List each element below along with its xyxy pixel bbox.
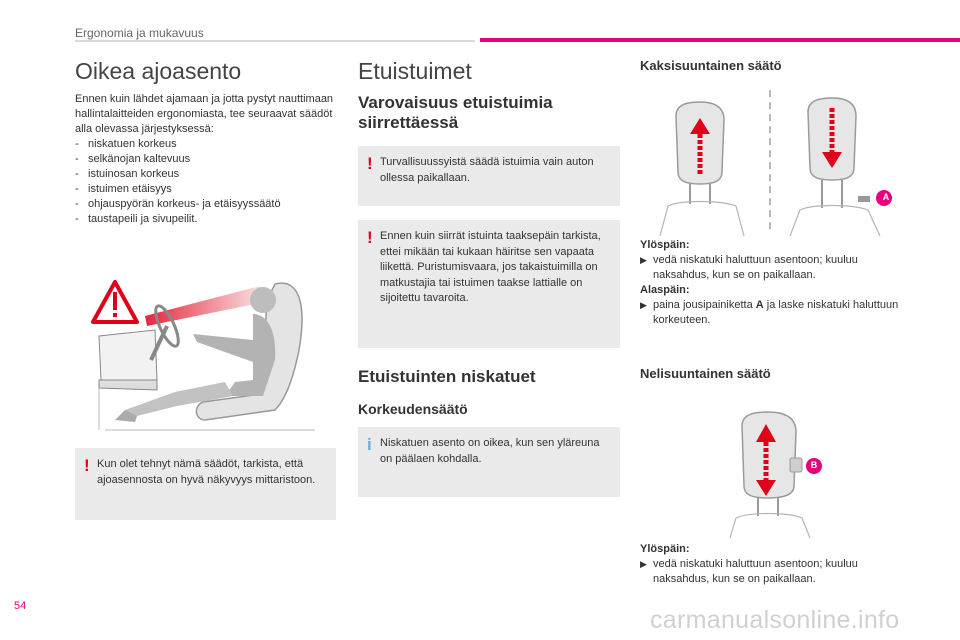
four-way-instructions xyxy=(640,542,910,587)
warning-icon: ! xyxy=(84,456,90,475)
tip-note-text: Kun olet tehnyt nämä säädöt, tarkista, että ajoasennosta on hyvä näkyvyys mittaristoon. xyxy=(97,458,316,486)
warning-triangle-icon xyxy=(93,282,137,322)
warning-note-1-text: Turvallisuussyistä säädä istuimia vain auton ollessa paikallaan. xyxy=(380,156,594,184)
driving-position-illustration xyxy=(85,270,325,440)
down-instruction-post: ja laske niskatuki haluttuun korkeuteen. xyxy=(653,299,899,326)
warning-icon: ! xyxy=(367,154,373,173)
down-label: Alaspäin: xyxy=(640,284,690,296)
warning-icon: ! xyxy=(367,228,373,247)
warning-note-1 xyxy=(358,146,620,206)
adjustment-list xyxy=(75,137,340,227)
two-way-instructions xyxy=(640,238,910,328)
warning-note-2-text: Ennen kuin siirrät istuinta taaksepäin tarkista, ettei mikään tai kukaan häiritse sen vapaata liikettä. Puristumisvaara, jos takaistuimilla on matkustajia tai istuimen taakse lattialle on sijoitettu tavaroita. xyxy=(380,230,601,304)
intro-paragraph: Ennen kuin lähdet ajamaan ja jotta pystyt nauttimaan hallintalaitteiden ergonomiasta, tee seuraavat säädöt alla olevassa järjestyksessä: xyxy=(75,93,334,135)
bullet-arrow-icon: ▶ xyxy=(640,559,647,569)
list-item: - istuinosan korkeus xyxy=(75,167,340,182)
intro-text xyxy=(75,92,340,227)
watermark: carmanualsonline.info xyxy=(650,606,900,634)
up-label-2: Ylöspäin: xyxy=(640,543,690,555)
two-way-headrest-illustration xyxy=(640,86,900,236)
down-instruction-pre: paina jousipainiketta xyxy=(653,299,756,311)
down-instruction xyxy=(640,298,910,328)
page-number: 54 xyxy=(14,600,27,612)
up-label: Ylöspäin: xyxy=(640,239,690,251)
list-item: - selkänojan kaltevuus xyxy=(75,152,340,167)
header-accent-rule xyxy=(480,38,960,42)
list-item: - taustapeili ja sivupeilit. xyxy=(75,212,340,227)
height-adjust-heading: Korkeudensäätö xyxy=(358,401,468,417)
info-note-text: Niskatuen asento on oikea, kun sen yläreuna on päälaen kohdalla. xyxy=(380,437,600,465)
up-instruction-2 xyxy=(640,557,910,587)
bullet-arrow-icon: ▶ xyxy=(640,255,647,265)
caution-heading: Varovaisuus etuistuimia siirrettäessä xyxy=(358,93,553,132)
up-instruction-2-text: vedä niskatuki haluttuun asentoon; kuuluu naksahdus, kun se on paikallaan. xyxy=(653,558,858,585)
info-icon: i xyxy=(367,435,372,454)
two-way-heading: Kaksisuuntainen säätö xyxy=(640,58,782,73)
headrest-heading: Etuistuinten niskatuet xyxy=(358,367,536,386)
header-rule xyxy=(75,40,475,42)
label-b: B xyxy=(810,460,818,470)
section-title: Etuistuimet xyxy=(358,58,472,84)
list-item: - niskatuen korkeus xyxy=(75,137,340,152)
bullet-arrow-icon: ▶ xyxy=(640,300,647,310)
up-instruction-text: vedä niskatuki haluttuun asentoon; kuuluu naksahdus, kun se on paikallaan. xyxy=(653,254,858,281)
list-item: - istuimen etäisyys xyxy=(75,182,340,197)
section-label: Ergonomia ja mukavuus xyxy=(75,26,204,40)
warning-note-2 xyxy=(358,220,620,348)
page-title: Oikea ajoasento xyxy=(75,58,242,84)
list-item: - ohjauspyörän korkeus- ja etäisyyssäätö xyxy=(75,197,340,212)
info-note xyxy=(358,427,620,497)
four-way-heading: Nelisuuntainen säätö xyxy=(640,366,771,381)
four-way-headrest-illustration xyxy=(720,408,830,538)
down-instruction-key: A xyxy=(755,299,764,311)
tip-note xyxy=(75,448,336,520)
up-instruction xyxy=(640,253,910,283)
label-a: A xyxy=(882,192,890,202)
